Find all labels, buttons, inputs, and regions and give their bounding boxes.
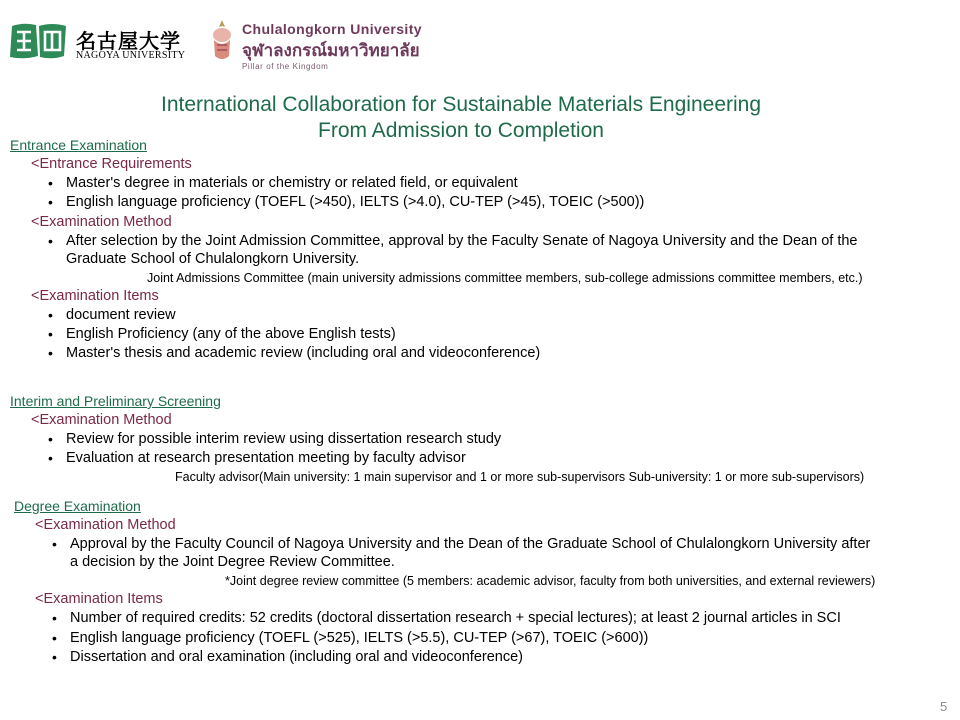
entrance-method-heading: <Examination Method	[31, 214, 172, 230]
bullet: •	[52, 536, 57, 552]
nagoya-university-logo-icon	[6, 20, 70, 62]
bullet: •	[48, 326, 53, 342]
entrance-requirements-heading: <Entrance Requirements	[31, 156, 192, 172]
list-item: Number of required credits: 52 credits (doctoral dissertation research + special lectures); at least 2 journal articles in SCI	[70, 610, 841, 626]
bullet: •	[48, 194, 53, 210]
list-item: Review for possible interim review using dissertation research study	[66, 431, 502, 447]
nagoya-university-name-jp: 名古屋大学	[76, 29, 181, 53]
list-item: document review	[66, 307, 176, 323]
list-item-continuation: a decision by the Joint Degree Review Committee.	[70, 554, 395, 570]
slide-title-line1: International Collaboration for Sustainable Materials Engineering	[160, 93, 762, 116]
interim-section-heading: Interim and Preliminary Screening	[10, 393, 221, 409]
interim-method-heading: <Examination Method	[31, 412, 172, 428]
list-item-continuation: Graduate School of Chulalongkorn University.	[66, 251, 360, 267]
bullet: •	[48, 431, 53, 447]
bullet: •	[52, 610, 57, 626]
entrance-section-heading: Entrance Examination	[10, 137, 147, 153]
list-item: English Proficiency (any of the above English tests)	[66, 326, 396, 342]
chulalongkorn-seal-icon	[207, 18, 237, 64]
list-item: Dissertation and oral examination (including oral and videoconference)	[70, 649, 523, 665]
degree-section-heading: Degree Examination	[14, 498, 141, 514]
bullet: •	[48, 233, 53, 249]
nagoya-university-name-en: NAGOYA UNIVERSITY	[76, 50, 186, 61]
bullet: •	[52, 649, 57, 665]
slide-title-line2: From Admission to Completion	[318, 119, 604, 142]
list-item: After selection by the Joint Admission Committee, approval by the Faculty Senate of Nagoya University and the Dean of the	[66, 233, 858, 249]
degree-method-note: *Joint degree review committee (5 members: academic advisor, faculty from both universities, and external reviewers)	[225, 574, 876, 588]
bullet: •	[48, 307, 53, 323]
bullet: •	[48, 450, 53, 466]
interim-note: Faculty advisor(Main university: 1 main supervisor and 1 or more sub-supervisors Sub-university: 1 or more sub-supervisors)	[175, 470, 865, 484]
chulalongkorn-name-th: จุฬาลงกรณ์มหาวิทยาลัย	[242, 41, 420, 61]
degree-method-heading: <Examination Method	[35, 517, 176, 533]
degree-items-heading: <Examination Items	[35, 591, 163, 607]
bullet: •	[48, 345, 53, 361]
page-number: 5	[940, 699, 948, 714]
list-item: Master's thesis and academic review (including oral and videoconference)	[66, 345, 541, 361]
entrance-items-heading: <Examination Items	[31, 288, 159, 304]
list-item: Master's degree in materials or chemistry or related field, or equivalent	[66, 175, 518, 191]
list-item: English language proficiency (TOEFL (>525), IELTS (>5.5), CU-TEP (>67), TOEIC (>600))	[70, 630, 649, 646]
entrance-method-note: Joint Admissions Committee (main university admissions committee members, sub-college admissions committee members, etc.)	[147, 271, 863, 285]
list-item: Evaluation at research presentation meeting by faculty advisor	[66, 450, 466, 466]
bullet: •	[52, 630, 57, 646]
chulalongkorn-name-en: Chulalongkorn University	[242, 21, 422, 37]
list-item: English language proficiency (TOEFL (>450), IELTS (>4.0), CU-TEP (>45), TOEIC (>500))	[66, 194, 645, 210]
bullet: •	[48, 175, 53, 191]
list-item: Approval by the Faculty Council of Nagoya University and the Dean of the Graduate School of Chulalongkorn University after	[70, 536, 871, 552]
chulalongkorn-tagline: Pillar of the Kingdom	[242, 62, 329, 71]
